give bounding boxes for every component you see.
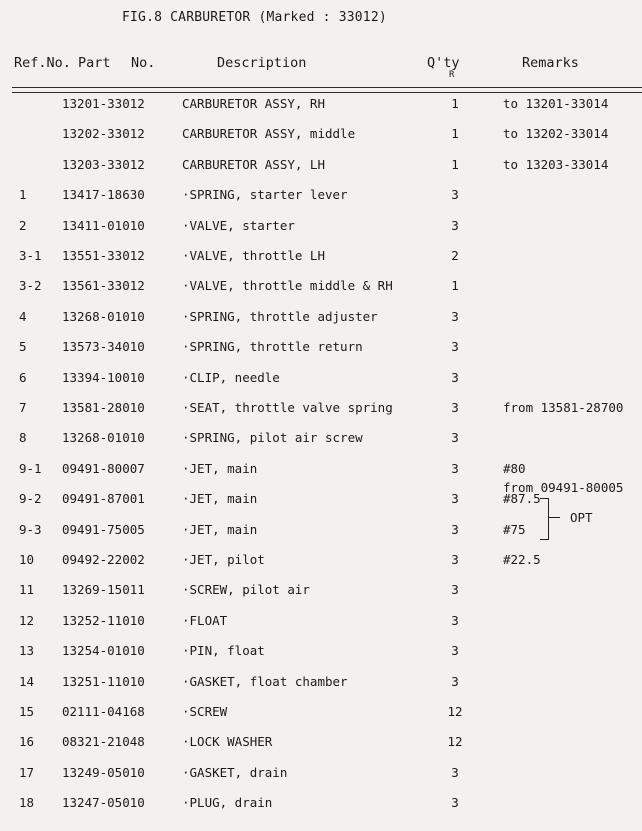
table-row	[0, 157, 642, 187]
ref-no-cell: 4	[19, 308, 27, 324]
description-cell: ·JET, pilot	[182, 552, 265, 567]
part-no-cell: 13268-01010	[62, 430, 145, 446]
header-description: Description	[217, 55, 307, 71]
ref-no-cell: 7	[19, 400, 27, 415]
qty-cell: 3	[451, 612, 459, 628]
part-no-cell: 13268-01010	[62, 308, 145, 324]
qty-cell: 12	[447, 704, 463, 719]
table-row	[0, 613, 642, 643]
part-no-cell: 13581-28010	[62, 400, 145, 415]
description-cell: ·PIN, float	[182, 643, 265, 659]
table-row	[0, 278, 642, 308]
table-row	[0, 552, 642, 582]
remarks-cell: from 13581-28700	[503, 400, 624, 415]
table-row	[0, 187, 642, 217]
part-no-cell: 13202-33012	[62, 126, 145, 142]
description-cell: CARBURETOR ASSY, middle	[182, 126, 356, 142]
remarks-cell: to 13202-33014	[503, 126, 609, 142]
qty-cell: 3	[451, 460, 459, 476]
qty-cell: 1	[451, 156, 459, 172]
qty-cell: 3	[451, 764, 459, 780]
table-row	[0, 430, 642, 460]
table-row	[0, 582, 642, 612]
qty-cell: 3	[451, 552, 459, 567]
description-cell: ·JET, main	[182, 521, 258, 537]
ref-no-cell: 16	[19, 734, 35, 750]
table-row	[0, 339, 642, 369]
table-row	[0, 126, 642, 156]
part-no-cell: 13249-05010	[62, 764, 145, 780]
header-qty: Q'ty	[427, 55, 460, 71]
ref-no-cell: 13	[19, 643, 35, 659]
ref-no-cell: 15	[19, 704, 35, 719]
qty-cell: 1	[451, 278, 459, 294]
table-row	[0, 248, 642, 278]
ref-no-cell: 3-1	[19, 248, 42, 263]
figure-title: FIG.8 CARBURETOR (Marked : 33012)	[122, 10, 387, 25]
opt-brace-tick	[548, 517, 560, 518]
description-cell: ·GASKET, drain	[182, 764, 288, 780]
ref-no-cell: 14	[19, 673, 35, 689]
ref-no-cell: 10	[19, 552, 35, 567]
description-cell: ·SEAT, throttle valve spring	[182, 400, 393, 415]
qty-cell: 2	[451, 248, 459, 263]
description-cell: ·SPRING, pilot air screw	[182, 430, 363, 446]
table-row	[0, 674, 642, 704]
description-cell: ·FLOAT	[182, 612, 228, 628]
part-no-cell: 13269-15011	[62, 582, 145, 598]
qty-cell: 3	[451, 430, 459, 446]
header-rule-bottom	[12, 92, 642, 93]
part-no-cell: 09491-87001	[62, 491, 145, 507]
header-no: No.	[131, 55, 156, 71]
part-no-cell: 09491-75005	[62, 521, 145, 537]
remark-jet-from: from 09491-80005	[503, 480, 624, 495]
qty-cell: 3	[451, 795, 459, 811]
description-cell: ·SPRING, throttle adjuster	[182, 308, 378, 324]
part-no-cell: 13254-01010	[62, 643, 145, 659]
table-row	[0, 704, 642, 734]
part-no-cell: 13394-10010	[62, 369, 145, 385]
ref-no-cell: 3-2	[19, 278, 42, 294]
ref-no-cell: 12	[19, 612, 35, 628]
qty-cell: 3	[451, 582, 459, 598]
remarks-cell: to 13201-33014	[503, 96, 609, 111]
table-row	[0, 96, 642, 126]
part-no-cell: 13411-01010	[62, 217, 145, 233]
qty-cell: 3	[451, 491, 459, 507]
remarks-cell: #22.5	[503, 552, 541, 567]
part-no-cell: 13551-33012	[62, 248, 145, 263]
table-row	[0, 643, 642, 673]
qty-cell: 3	[451, 187, 459, 203]
description-cell: ·VALVE, throttle middle & RH	[182, 278, 393, 294]
header-ref-no: Ref.No.	[14, 55, 71, 71]
qty-cell: 3	[451, 217, 459, 233]
ref-no-cell: 1	[19, 187, 27, 203]
qty-cell: 3	[451, 308, 459, 324]
part-no-cell: 13203-33012	[62, 156, 145, 172]
ref-no-cell: 17	[19, 764, 35, 780]
part-no-cell: 13201-33012	[62, 96, 145, 111]
description-cell: ·SPRING, throttle return	[182, 339, 363, 355]
table-row	[0, 218, 642, 248]
ref-no-cell: 9-1	[19, 460, 42, 476]
header-qty-mark: R	[449, 70, 455, 80]
description-cell: ·JET, main	[182, 460, 258, 476]
remarks-cell: #75	[503, 521, 526, 537]
header-remarks: Remarks	[522, 55, 579, 71]
description-cell: ·VALVE, starter	[182, 217, 295, 233]
table-row	[0, 765, 642, 795]
opt-brace	[540, 498, 549, 540]
qty-cell: 1	[451, 126, 459, 142]
header-part: Part	[78, 55, 111, 71]
remarks-cell: to 13203-33014	[503, 156, 609, 172]
qty-cell: 12	[447, 734, 463, 750]
qty-cell: 3	[451, 643, 459, 659]
table-row	[0, 734, 642, 764]
header-rule-top	[12, 87, 642, 88]
description-cell: ·PLUG, drain	[182, 795, 273, 811]
description-cell: ·VALVE, throttle LH	[182, 248, 325, 263]
description-cell: ·GASKET, float chamber	[182, 673, 348, 689]
ref-no-cell: 9-3	[19, 521, 42, 537]
description-cell: ·SPRING, starter lever	[182, 187, 348, 203]
ref-no-cell: 2	[19, 217, 27, 233]
description-cell: ·SCREW	[182, 704, 228, 719]
part-no-cell: 13573-34010	[62, 339, 145, 355]
ref-no-cell: 8	[19, 430, 27, 446]
qty-cell: 1	[451, 96, 459, 111]
description-cell: ·SCREW, pilot air	[182, 582, 310, 598]
qty-cell: 3	[451, 400, 459, 415]
ref-no-cell: 9-2	[19, 491, 42, 507]
description-cell: ·LOCK WASHER	[182, 734, 273, 750]
table-row	[0, 795, 642, 825]
ref-no-cell: 18	[19, 795, 35, 811]
part-no-cell: 08321-21048	[62, 734, 145, 750]
table-row	[0, 400, 642, 430]
qty-cell: 3	[451, 521, 459, 537]
part-no-cell: 02111-04168	[62, 704, 145, 719]
part-no-cell: 13561-33012	[62, 278, 145, 294]
part-no-cell: 09491-80007	[62, 460, 145, 476]
part-no-cell: 13417-18630	[62, 187, 145, 203]
ref-no-cell: 5	[19, 339, 27, 355]
part-no-cell: 13247-05010	[62, 795, 145, 811]
description-cell: CARBURETOR ASSY, LH	[182, 156, 325, 172]
description-cell: ·CLIP, needle	[182, 369, 280, 385]
description-cell: CARBURETOR ASSY, RH	[182, 96, 325, 111]
part-no-cell: 13251-11010	[62, 673, 145, 689]
ref-no-cell: 6	[19, 369, 27, 385]
qty-cell: 3	[451, 339, 459, 355]
part-no-cell: 09492-22002	[62, 552, 145, 567]
remark-opt: OPT	[570, 510, 593, 525]
remarks-cell: #80	[503, 460, 526, 476]
remarks-cell: #87.5	[503, 491, 541, 507]
qty-cell: 3	[451, 673, 459, 689]
qty-cell: 3	[451, 369, 459, 385]
description-cell: ·JET, main	[182, 491, 258, 507]
ref-no-cell: 11	[19, 582, 35, 598]
part-no-cell: 13252-11010	[62, 612, 145, 628]
table-row	[0, 370, 642, 400]
table-row	[0, 309, 642, 339]
